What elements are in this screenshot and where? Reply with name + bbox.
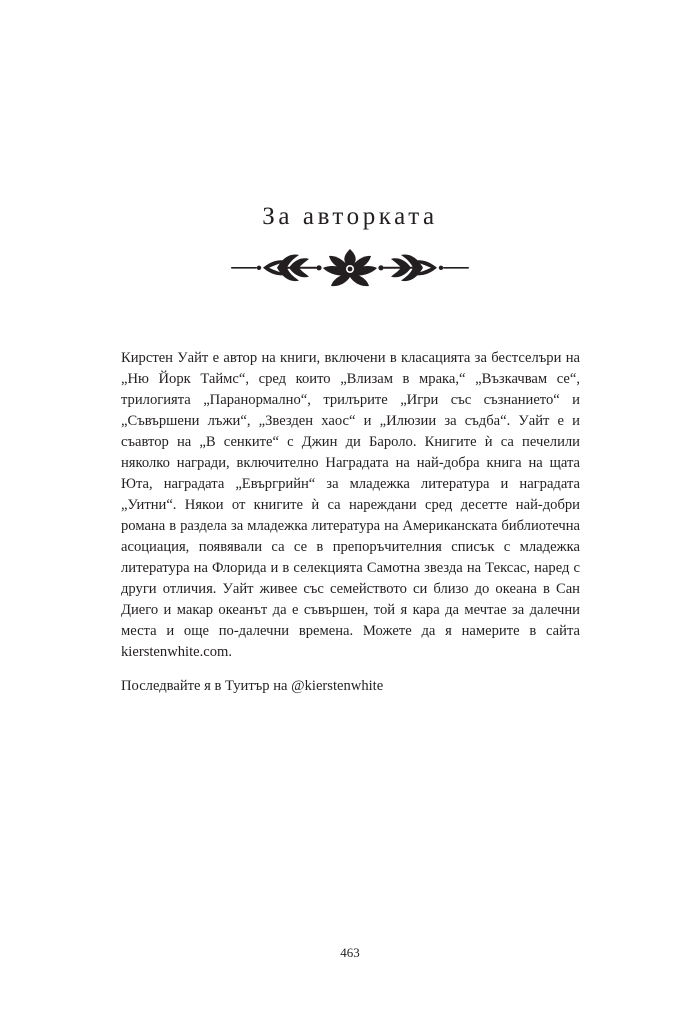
page-number: 463 [340, 945, 360, 960]
bio-paragraph: Кирстен Уайт е автор на книги, включени в класацията за бестселъри на „Ню Йорк Таймс“, сред които „Влизам в мрака,“ „Възкачвам се“, трилогията „Паранормално“, трилърите „Игри със съзнанието“ и „Съвършени лъжи“, „Звезден хаос“ и „Илюзии за съдба“. Уайт е и съавтор на „В сенките“ с Джин ди Бароло. Книгите ѝ са печелили няколко награди, включително Наградата на най-добра книга на щата Юта, наградата „Евъргрийн“ за младежка литература и наградата „Уитни“. Някои от книгите ѝ са нареждани сред десетте най-добри романа в раздела за младежка литература на Американската библиотечна асоциация, появявали са се в препоръчителния списък с младежка литература на Флорида и в селекцията Самотна звезда на Тексас, наред с други отличия. Уайт живее със семейството си близо до океана в Сан Диего и макар океанът да е съвършен, той я кара да мечтае за далечни места и още по-далечни времена. Можете да я намерите в сайта kierstenwhite.com. [121, 350, 580, 660]
twitter-follow-line: Последвайте я в Туитър на @kierstenwhite [121, 678, 384, 694]
floral-divider-icon [229, 247, 471, 289]
chapter-title: За авторката [262, 203, 438, 230]
author-bio [121, 348, 580, 663]
